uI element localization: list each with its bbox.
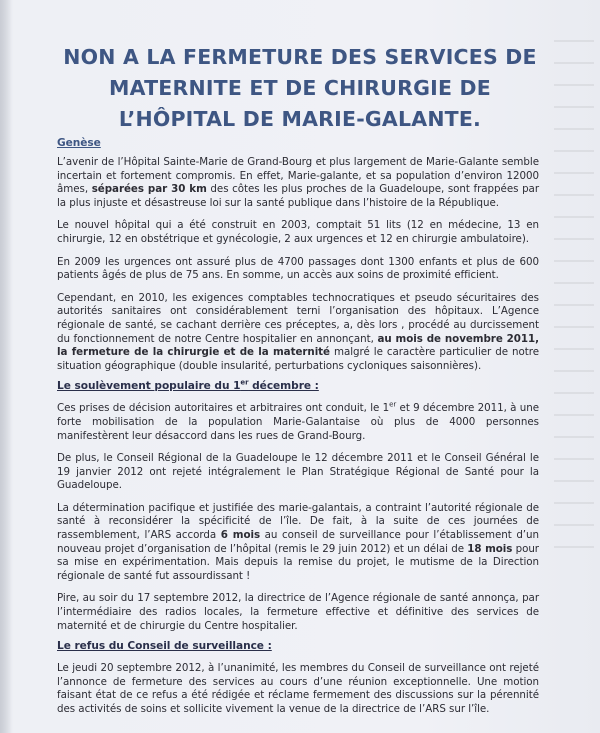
show-through-texture: [554, 40, 594, 560]
heading-text: Le soulèvement populaire du 1: [57, 380, 241, 393]
paragraph-determination: [57, 502, 539, 584]
text-run: Le nouvel hôpital qui a été construit en 2003, comptait 51 lits (12 en médecine, 13 en chirurgie, 12 en obstétrique et gynécologie, 2 aux urgences et 12 en chirurgie ambulatoire).: [57, 219, 539, 245]
text-run: malgré le caractère particulier de notre situation géographique (double insularité, perturbations cycloniques saisonnières).: [57, 346, 539, 372]
bold-run: séparées par 30 km: [91, 183, 207, 196]
paragraph-refus: [57, 662, 539, 716]
paragraph-avenir: [57, 156, 539, 210]
text-run: La détermination pacifique et justifiée des marie-galantais, a contraint l’autorité régionale de santé à reconsidérer la spécificité de l’île. De fait, à la suite de ces journées de rassemblement, l’ARS accorda: [57, 501, 539, 542]
paragraph-exigences-2010: [57, 292, 539, 374]
page-edge-shadow: [0, 0, 12, 733]
text-run: Cependant, en 2010, les exigences comptables technocratiques et pseudo sécuritaires des autorités sanitaires ont considérablement terni l’organisation des hôpitaux. L’Agence régionale de santé, se cachant derrière ces préceptes, a, dès lors , procédé au durcissement du fonctionnement de notre Centre hospitalier en annonçant,: [57, 291, 539, 345]
document-body: [57, 136, 539, 726]
section-heading-refus: Le refus du Conseil de surveillance :: [57, 640, 272, 653]
text-run: L’avenir de l’Hôpital Sainte-Marie de Grand-Bourg et plus largement de Marie-Galante semble incertain et fortement compromis. En effet, Marie-galante, et sa population d’environ 12000 âmes,: [57, 156, 539, 196]
text-run: au conseil de surveillance pour l’établissement d’un nouveau projet d’organisation de l’hôpital (remis le 29 juin 2012) et un délai de: [57, 529, 539, 555]
paragraph-pire: [57, 592, 539, 633]
text-run: pour sa mise en expérimentation. Mais depuis la remise du projet, le mutisme de la Direction régionale de santé fut assourdissant !: [57, 542, 539, 582]
paragraph-mobilisation: [57, 402, 539, 443]
text-run: des côtes les plus proches de la Guadeloupe, sont frappées par la plus injuste et désastreuse loi sur la santé publique dans l’histoire de la République.: [57, 183, 539, 209]
heading-text: décembre :: [248, 380, 319, 393]
bold-run: au mois de novembre 2011, la fermeture de la chirurgie et de la maternité: [57, 332, 539, 359]
section-heading-soulevement: [57, 379, 539, 393]
heading-superscript: er: [240, 378, 249, 387]
text-run: Pire, au soir du 17 septembre 2012, la directrice de l’Agence régionale de santé annonça, par l’intermédiaire des radios locales, la fermeture effective et définitive des services de maternité et de chirurgie du Centre hospitalier.: [57, 592, 539, 632]
document-title: NON A LA FERMETURE DES SERVICES DE MATERNITE ET DE CHIRURGIE DE L’HÔPITAL DE MARIE-GALANTE.: [63, 45, 537, 131]
superscript: er: [389, 400, 397, 409]
paragraph-nouvel-hopital: [57, 219, 539, 246]
text-run: De plus, le Conseil Régional de la Guadeloupe le 12 décembre 2011 et le Conseil Général le 19 janvier 2012 ont rejeté intégralement le Plan Stratégique Régional de Santé pour la Guadeloupe.: [57, 452, 539, 492]
paragraph-urgences-2009: [57, 256, 539, 283]
text-run: En 2009 les urgences ont assuré plus de 4700 passages dont 1300 enfants et plus de 600 patients âgés de plus de 75 ans. En somme, un accès aux soins de proximité efficient.: [57, 255, 539, 282]
bold-run: 6 mois: [220, 529, 261, 542]
text-run: Ces prises de décision autoritaires et arbitraires ont conduit, le 1: [57, 402, 390, 415]
paragraph-conseils: [57, 452, 539, 493]
text-run: Le jeudi 20 septembre 2012, à l’unanimité, les membres du Conseil de surveillance ont rejeté l’annonce de fermeture des services au cours d’une réunion exceptionnelle. Une motion faisant état de ce refus a été rédigée et réclame fermement des discussions sur la pérennité des activités de soins et sollicite vivement la venue de la directrice de l’ARS sur l’île.: [57, 662, 539, 715]
bold-run: 18 mois: [467, 542, 513, 555]
text-run: et 9 décembre 2011, à une forte mobilisation de la population Marie-Galantaise où plus de 4000 personnes manifestèrent leur désaccord dans les rues de Grand-Bourg.: [57, 402, 539, 442]
section-heading-genese: Genèse: [57, 137, 101, 149]
